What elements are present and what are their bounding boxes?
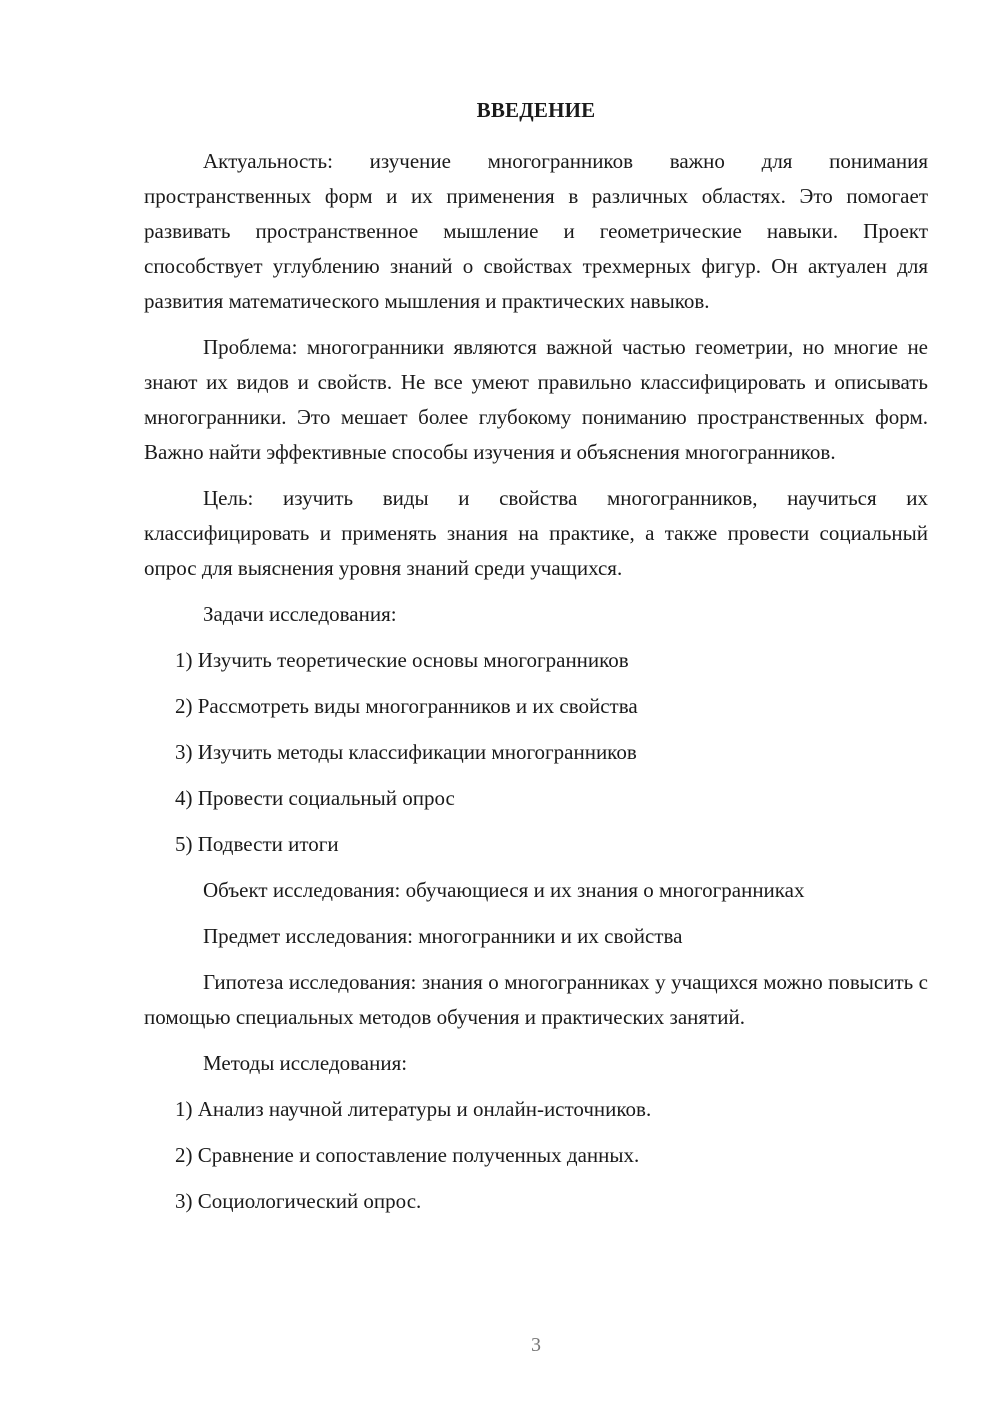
problem-paragraph: Проблема: многогранники являются важной частью геометрии, но многие не знают их видов и свойств. Не все умеют правильно классифицировать и описывать многогранники. Это мешает более глубокому пониманию пространственных форм. Важно найти эффективные способы изучения и объяснения многогранников. <box>144 335 928 464</box>
page-title: ВВЕДЕНИЕ <box>476 98 596 122</box>
method-item: 2) Сравнение и сопоставление полученных данных. <box>175 1143 640 1167</box>
task-item: 3) Изучить методы классификации многогранников <box>175 740 637 764</box>
task-item: 2) Рассмотреть виды многогранников и их свойства <box>175 694 638 718</box>
goal-paragraph: Цель: изучить виды и свойства многогранников, научиться их классифицировать и применять знания на практике, а также провести социальный опрос для выяснения уровня знаний среди учащихся. <box>144 486 928 580</box>
relevance-paragraph: Актуальность: изучение многогранников важно для понимания пространственных форм и их применения в различных областях. Это помогает развивать пространственное мышление и геометрические навыки. Проект способствует углублению знаний о свойствах трехмерных фигур. Он актуален для развития математического мышления и практических навыков. <box>144 149 928 313</box>
hypothesis-paragraph: Гипотеза исследования: знания о многогранниках у учащихся можно повысить с помощью специальных методов обучения и практических занятий. <box>144 970 928 1029</box>
methods-heading: Методы исследования: <box>203 1051 408 1075</box>
task-item: 4) Провести социальный опрос <box>175 786 455 810</box>
tasks-heading: Задачи исследования: <box>203 602 397 626</box>
research-object: Объект исследования: обучающиеся и их знания о многогранниках <box>203 878 805 902</box>
method-item: 3) Социологический опрос. <box>175 1189 422 1213</box>
document-page <box>144 96 928 1230</box>
task-item: 5) Подвести итоги <box>175 832 339 856</box>
page-number: 3 <box>531 1334 541 1356</box>
task-item: 1) Изучить теоретические основы многогранников <box>175 648 629 672</box>
method-item: 1) Анализ научной литературы и онлайн-источников. <box>175 1097 652 1121</box>
research-subject: Предмет исследования: многогранники и их свойства <box>203 924 683 948</box>
